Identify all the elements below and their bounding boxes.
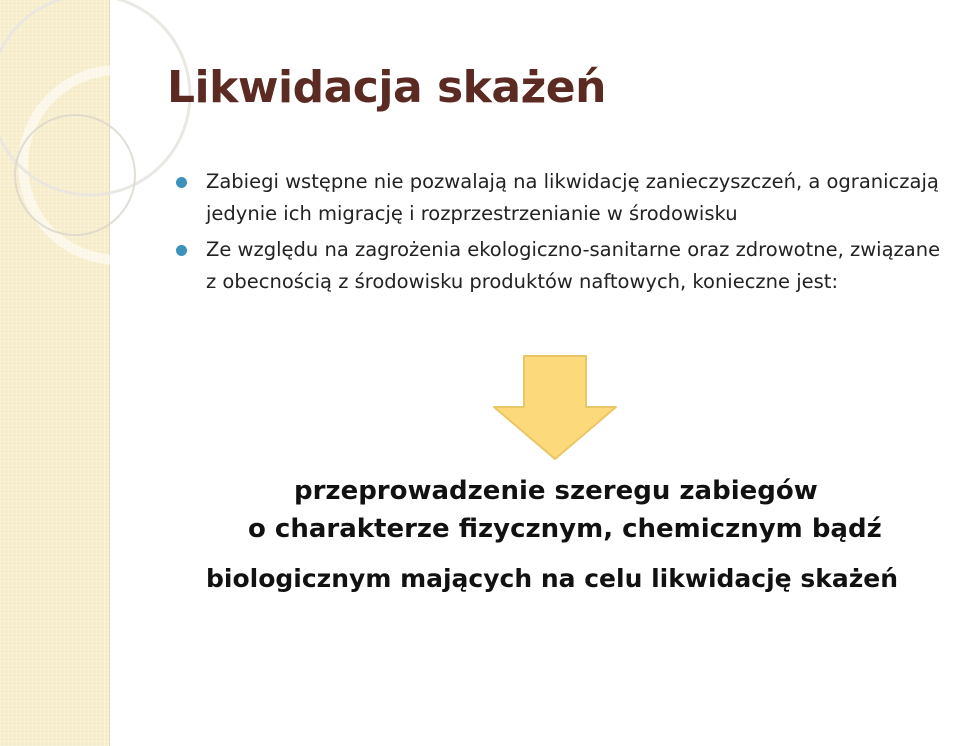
conclusion-line-2: o charakterze fizycznym, chemicznym bądź: [248, 514, 882, 544]
bullet-dot-icon: [176, 177, 187, 188]
bullet-item-2: [160, 234, 950, 298]
bullet-dot-icon: [176, 245, 187, 256]
conclusion-line-3: biologicznym mających na celu likwidację skażeń: [206, 564, 899, 593]
bullet-item-1: [160, 166, 950, 230]
conclusion-line-1: przeprowadzenie szeregu zabiegów: [294, 476, 818, 506]
bullet-list: [160, 166, 950, 302]
bullet-text: Zabiegi wstępne nie pozwalają na likwidację zanieczyszczeń, a ograniczają jedynie ich migrację i rozprzestrzenianie w środowisku: [206, 170, 939, 225]
down-arrow-icon: [493, 355, 617, 460]
slide-title: Likwidacja skażeń: [167, 62, 606, 113]
bullet-text: Ze względu na zagrożenia ekologiczno-sanitarne oraz zdrowotne, związane z obecnością z środowisku produktów naftowych, konieczne jest:: [206, 238, 941, 293]
